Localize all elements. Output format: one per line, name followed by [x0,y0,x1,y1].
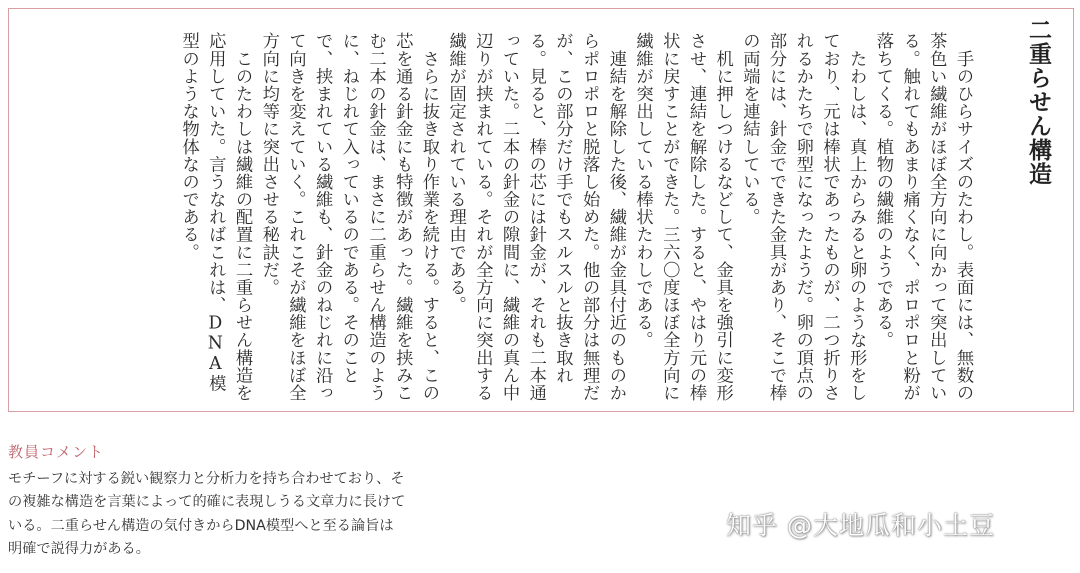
essay-body [24,32,976,404]
zhihu-watermark: 知乎 @大地瓜和小土豆 [726,511,995,540]
teacher-comment-heading: 教員コメント [8,443,105,461]
essay-paragraph: このたわしは繊維の配置に二重らせん構造を応用していた。言うなればこれは、DNA模型のような物体なのである。 [178,32,253,402]
teacher-comment-body: モチーフに対する鋭い観察力と分析力を持ち合わせており、その複雑な構造を言葉によって的確に表現しうる文章力に長けている。二重らせん構造の気付きからDNA模型へと至る論旨は明確で説得力がある。 [8,471,406,557]
essay-paragraph: たわしは、真上からみると卵のような形をしており、元は棒状であったものが、二つ折りされるかたちで卵型になったようだ。卵の頂点の部分には、針金でできた金具があり、そこで棒の両端を連結している。 [739,32,867,402]
essay-paragraph: さらに抜き取り作業を続ける。すると、この芯を通る針金にも特徴があった。繊維を挟みこむ二本の針金は、まさに二重らせん構造のように、ねじれて入っているのである。そのことで、挟まれている繊維も、針金のねじれに沿って向きを変えていく。これこそが繊維をほぼ全方向に均等に突出させる秘訣だ。 [258,32,439,402]
essay-paragraph: 連結を解除した後、繊維が金具付近のものからポロポロと脱落し始めた。他の部分は無理だが、この部分だけ手でもスルスルと抜き取れる。見ると、棒の芯には針金が、それも二本通っていた。二本の針金の隙間に、繊維の真ん中辺りが挟まれている。それが全方向に突出する繊維が固定されている理由である。 [445,32,626,402]
essay-paragraph: 机に押しつけるなどして、金具を強引に変形させ、連結を解除した。すると、やはり元の棒状に戻すことができた。三六〇度ほぼ全方向に繊維が突出している棒状たわしである。 [632,32,733,402]
essay-paragraph: 手のひらサイズのたわし。表面には、無数の茶色い繊維がほぼ全方向に向かって突出している。触れてもあまり痛くなく、ポロポロと粉が落ちてくる。植物の繊維のようである。 [872,32,973,402]
teacher-comment-text [8,468,406,561]
essay-title: 二重らせん構造 [1025,18,1052,186]
